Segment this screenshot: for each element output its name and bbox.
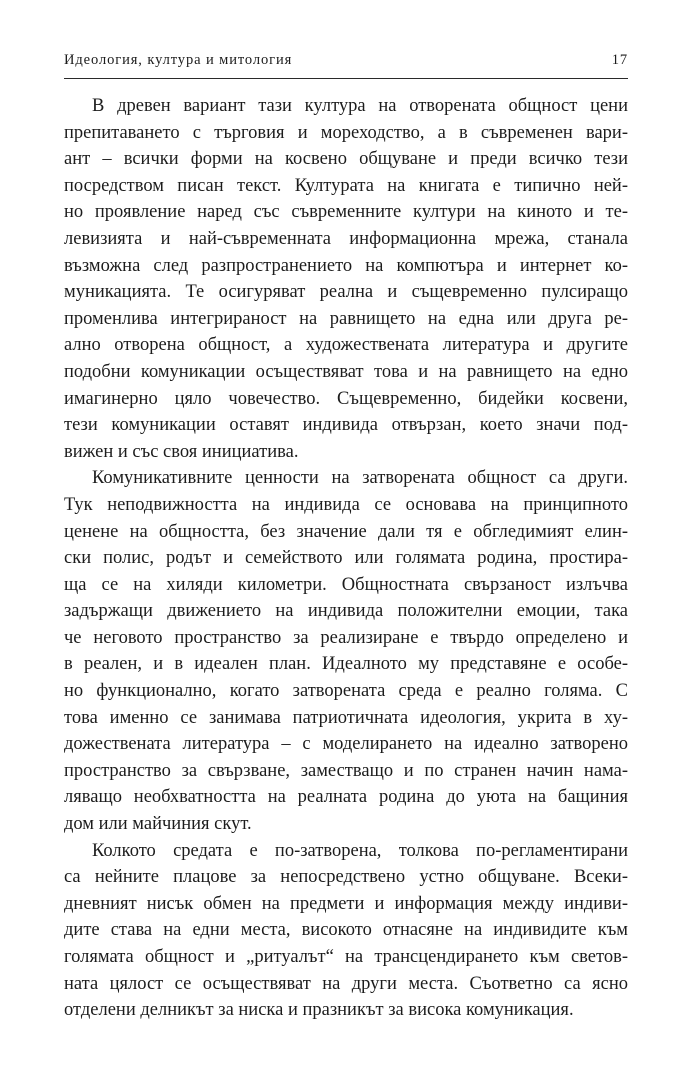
text-line: тези комуникации оставят индивида отвързан, което значи под- [64,415,628,436]
text-line: ант – всички форми на косвено общуване и преди всичко тези [64,149,628,170]
text-line: ално отворена общност, а художествената литература и другите [64,335,628,356]
text-line: но проявление наред със съвременните култури на киното и те- [64,202,628,223]
text-line: в реален, и в идеален план. Идеалното му представяне е особе- [64,654,628,675]
text-line: дом или майчиния скут. [64,814,252,835]
text-line: задържащи движението на индивида положителни емоции, така [64,601,628,622]
running-header-title: Идеология, култура и митология [64,52,293,68]
text-line: левизията и най-съвременната информационна мрежа, станала [64,228,628,249]
text-line: вижен и със своя инициатива. [64,441,299,462]
text-line: дневният нисък обмен на предмети и информация между индиви- [64,893,628,914]
text-line: подобни комуникации осъществяват това и на равнището на едно [64,361,628,382]
text-line: имагинерно цяло човечество. Същевременно, бидейки косвени, [64,388,628,409]
text-line: ценене на общността, без значение дали тя е обгледимият елин- [64,521,628,542]
text-line: но функционално, когато затворената среда е реално голяма. С [64,681,628,702]
text-line: възможна след разпространението на компютъра и интернет ко- [64,255,628,276]
text-line: ски полис, родът и семейството или голямата родина, простира- [64,548,628,569]
body-text [64,93,628,1024]
paragraph-3 [64,838,628,1024]
text-line: Колкото средата е по-затворена, толкова по-регламентирани [92,840,628,861]
text-line: пространство за свързване, заместващо и по странен начин нама- [64,760,628,781]
text-line: дожествената литература – с моделирането на идеално затворено [64,734,628,755]
page-number: 17 [611,52,628,68]
text-line: ляващо необхватността на реалната родина до уюта на бащиния [64,787,628,808]
text-line: променлива интегрираност на равнището на една или друга ре- [64,308,628,329]
paragraph-1 [64,93,628,465]
paragraph-2 [64,465,628,837]
text-line: ща се на хиляди километри. Общностната свързаност излъчва [64,574,628,595]
text-line: Тук неподвижността на индивида се основава на принципното [64,494,628,515]
text-line: са нейните плацове за непосредствено устно общуване. Всеки- [64,867,628,888]
text-line: В древен вариант тази култура на отворената общност цени [92,96,628,116]
text-line: Комуникативните ценности на затворената общност са други. [92,468,628,489]
text-line: отделени делникът за ниска и празникът за висока комуникация. [64,1000,574,1021]
running-header [64,52,628,69]
text-line: ната цялост се осъществяват на други места. Съответно са ясно [64,973,628,994]
text-line: дите става на едни места, високото отнасяне на индивидите към [64,920,628,941]
header-rule [64,78,628,79]
text-line: голямата общност и „ритуалът“ на трансцендирането към светов- [64,947,628,967]
text-line: посредством писан текст. Културата на книгата е типично ней- [64,175,628,196]
text-line: препитаването с търговия и мореходство, а в съвременен вари- [64,122,628,143]
text-line: че неговото пространство за реализиране е твърдо определено и [64,627,628,648]
text-line: муникацията. Те осигуряват реална и същевременно пулсиращо [64,282,628,303]
text-line: това именно се занимава патриотичната идеология, укрита в ху- [64,707,628,728]
